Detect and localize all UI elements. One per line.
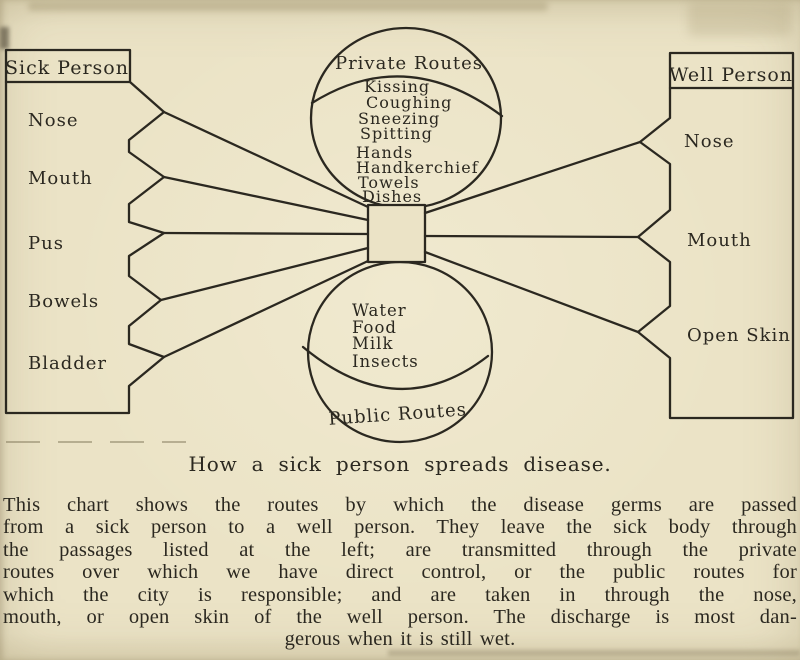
route-line-nose-out [164, 112, 368, 207]
figure-caption: How a sick person spreads disease. [188, 452, 612, 476]
sick-person-item: Bladder [28, 353, 108, 374]
well-person-item: Open Skin [687, 325, 791, 346]
body-paragraph [3, 494, 797, 651]
route-line-openskin-in [425, 252, 638, 332]
well-person-item: Mouth [687, 230, 752, 251]
body-line: which the city is responsible; and are taken in through the nose, [3, 583, 797, 606]
scan-edge-shadow [388, 650, 800, 656]
private-route-item: Dishes [362, 187, 423, 206]
route-line-pus-out [164, 233, 368, 234]
body-line: gerous when it is still wet. [284, 628, 516, 651]
route-line-bladder-out [164, 261, 368, 357]
private-route-item: Spitting [360, 124, 433, 143]
well-person-title: Well Person [668, 64, 794, 86]
sick-person-title: Sick Person [5, 57, 129, 79]
sick-person-item: Pus [28, 233, 64, 254]
sick-person-item: Bowels [28, 291, 100, 312]
body-line: from a sick person to a well person. They leave the sick body through [3, 516, 797, 539]
route-line-mouth-out [164, 177, 368, 220]
private-route-item: Hands [356, 143, 414, 162]
public-route-item: Water [352, 301, 407, 320]
public-route-item: Food [352, 318, 397, 337]
private-route-item: Kissing [364, 77, 431, 96]
private-routes-title: Private Routes [334, 53, 484, 74]
well-person-item: Nose [684, 131, 735, 152]
sick-person-item: Nose [28, 110, 79, 131]
body-line: the passages listed at the left; are transmitted through the private [3, 538, 797, 561]
body-line: This chart shows the routes by which the disease germs are passed [3, 494, 797, 516]
route-line-mouth-in [425, 236, 638, 237]
route-line-bowels-out [161, 248, 368, 300]
private-route-item: Coughing [366, 93, 453, 112]
body-line: routes over which we have direct control, or the public routes for [3, 561, 797, 584]
private-route-item: Handkerchief [356, 158, 479, 177]
public-route-item: Insects [352, 352, 419, 371]
public-route-item: Milk [352, 334, 394, 353]
sick-person-item: Mouth [28, 168, 93, 189]
body-line: mouth, or open skin of the well person. The discharge is most dan- [3, 606, 797, 629]
private-route-item: Towels [358, 173, 420, 192]
route-line-nose-in [425, 142, 640, 213]
junction-box [368, 205, 425, 262]
private-route-item: Sneezing [358, 109, 441, 128]
public-routes-title: Public Routes [327, 399, 468, 430]
